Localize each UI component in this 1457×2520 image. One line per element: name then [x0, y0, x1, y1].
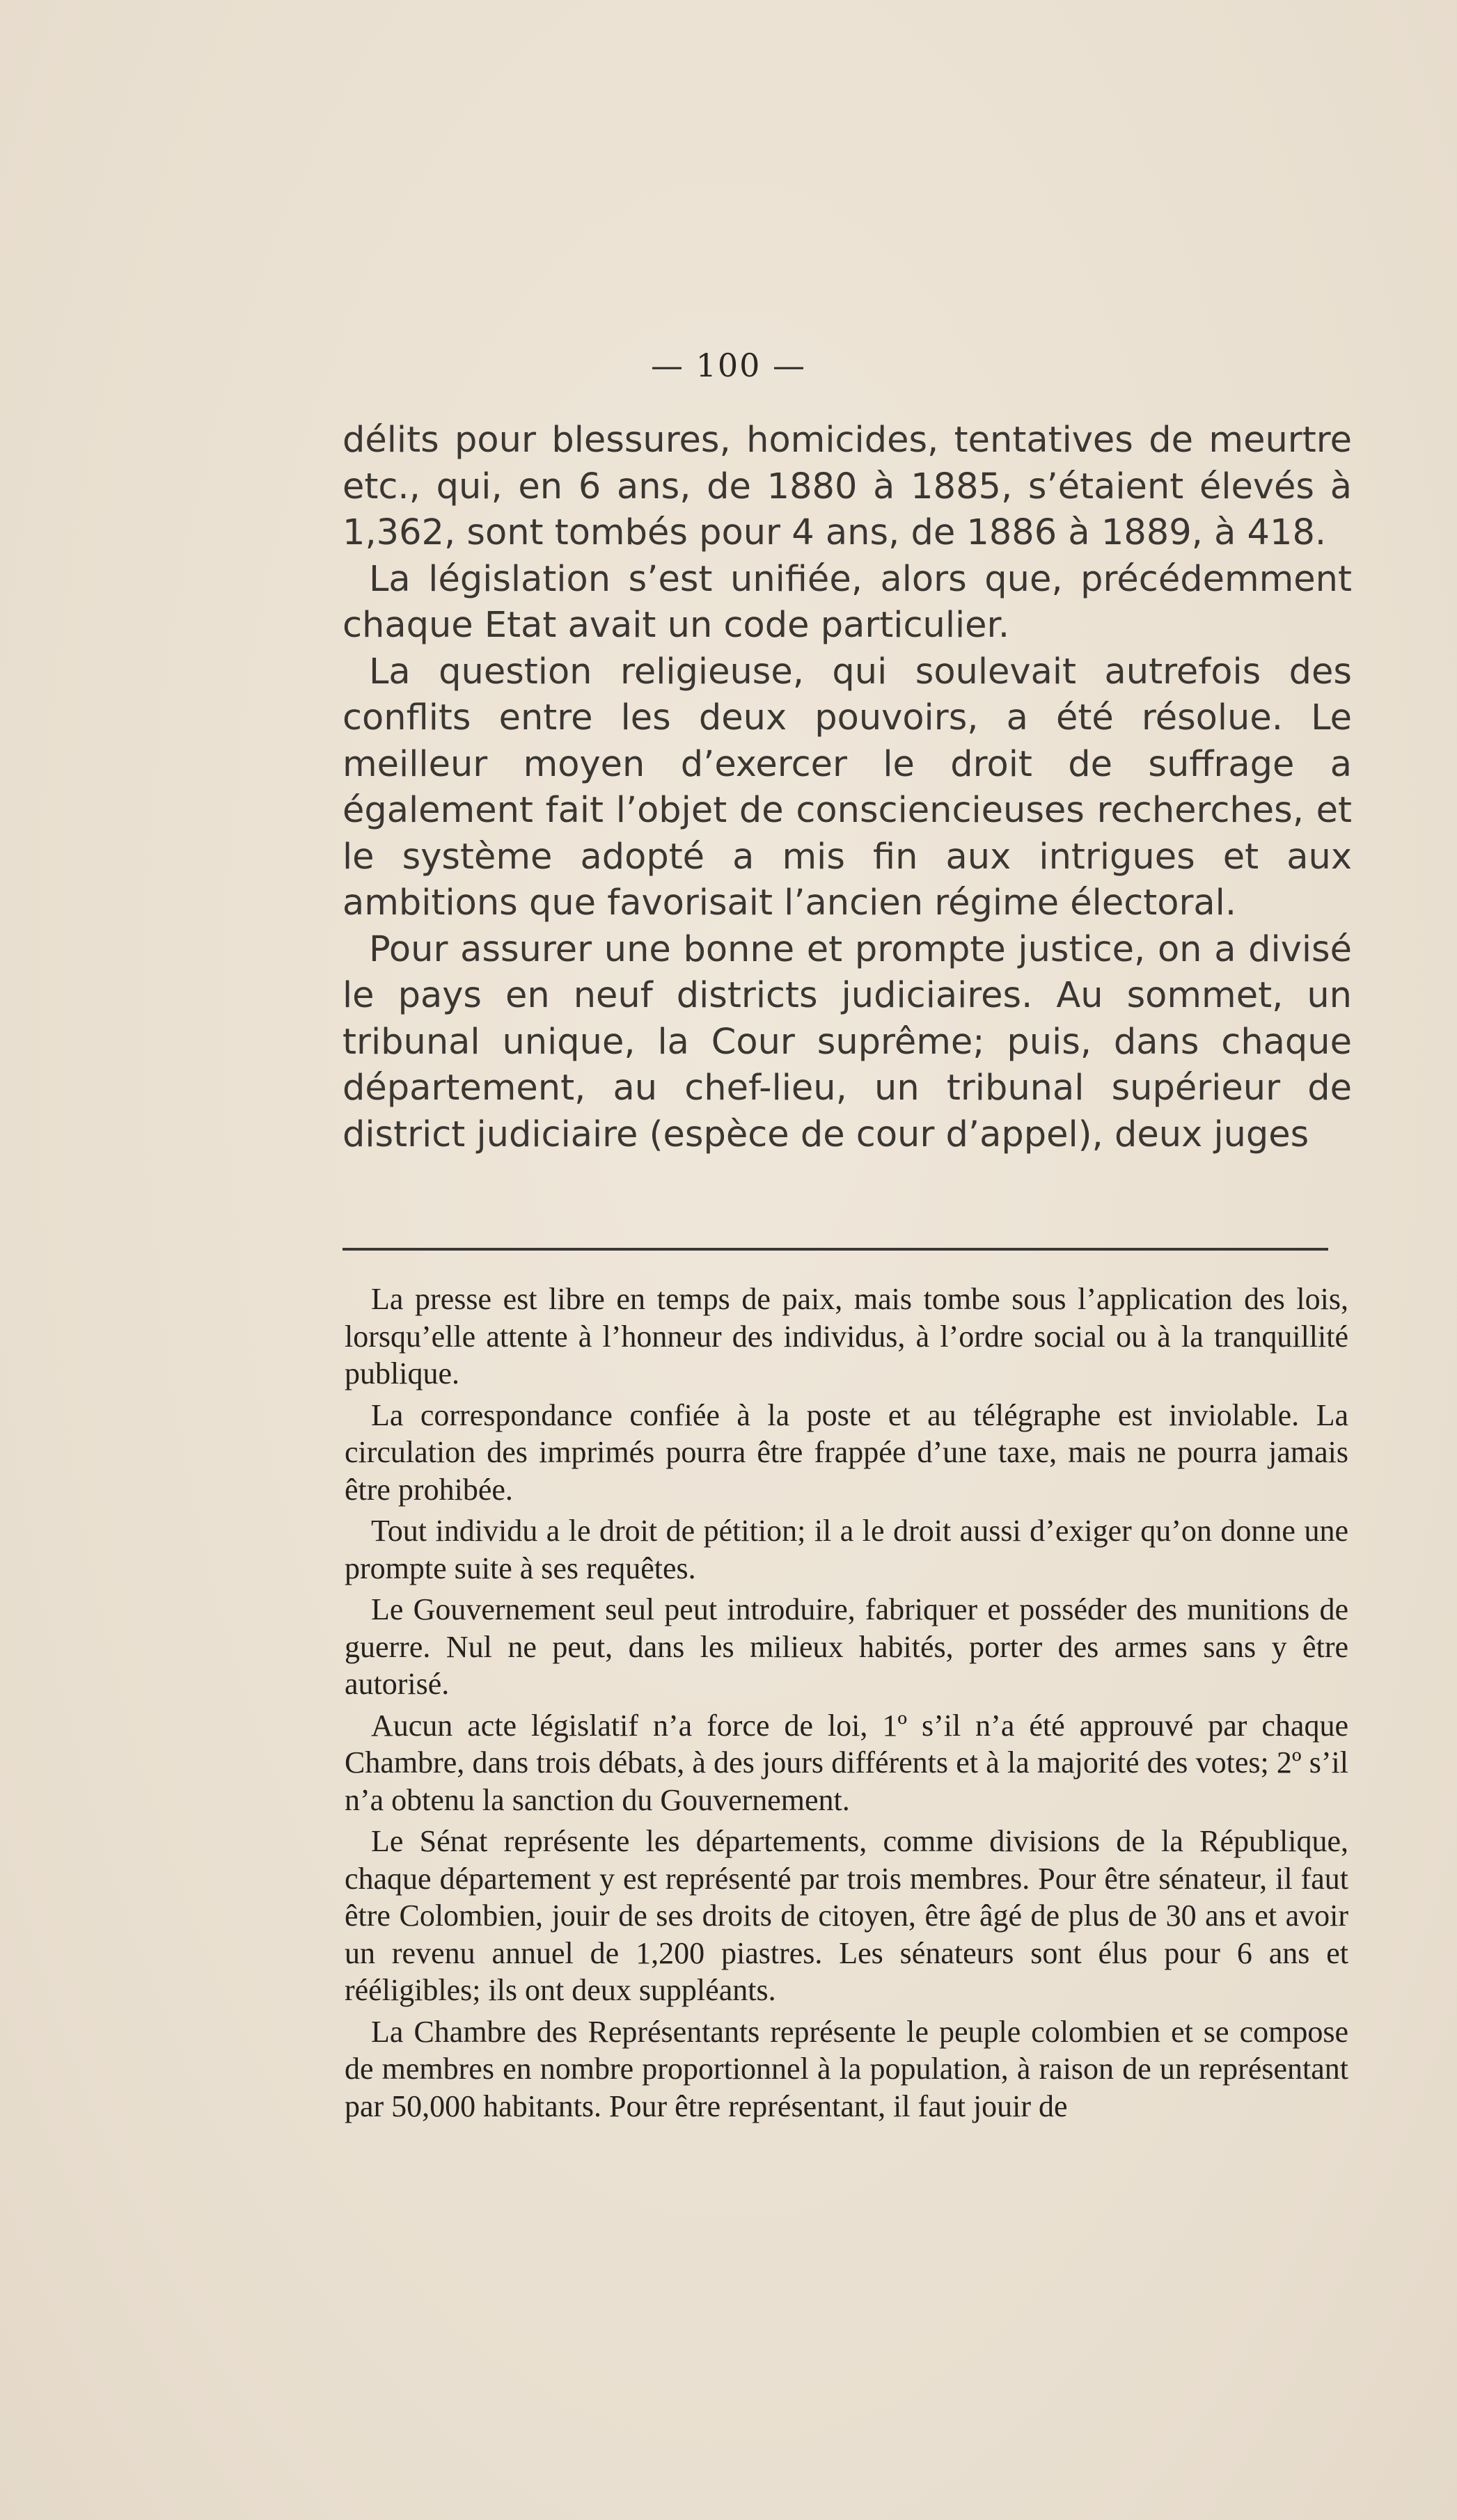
footnote-paragraph: Aucun acte législatif n’a force de loi, 1º s’il n’a été approuvé par chaque Chambre, dans trois débats, à des jours différents et à la majorité des votes; 2º s’il n’a obtenu la sanction du Gouvernement. [345, 1708, 1348, 1817]
page-number: — 100 — [650, 347, 807, 384]
footnote-paragraph: Tout individu a le droit de pétition; il a le droit aussi d’exiger qu’on donne une prompte suite à ses requêtes. [345, 1514, 1348, 1585]
footnote-paragraph: Le Gouvernement seul peut introduire, fabriquer et posséder des munitions de guerre. Nul ne peut, dans les milieux habités, porter des armes sans y être autorisé. [345, 1592, 1348, 1701]
footnote-paragraph: La presse est libre en temps de paix, mais tombe sous l’application des lois, lorsqu’elle attente à l’honneur des individus, à l’ordre social ou à la tranquillité publique. [345, 1282, 1348, 1390]
main-paragraph: Pour assurer une bonne et prompte justice, on a divisé le pays en neuf districts judiciaires. Au sommet, un tribunal unique, la Cour suprême; puis, dans chaque département, au chef-lieu, un tribunal supérieur de district judiciaire (espèce de cour d’appel), deux juges [342, 928, 1352, 1155]
footnote-paragraph: Le Sénat représente les départements, comme divisions de la République, chaque département y est représenté par trois membres. Pour être sénateur, il faut être Colombien, jouir de ses droits de citoyen, être âgé de plus de 30 ans et avoir un revenu annuel de 1,200 piastres. Les sénateurs sont élus pour 6 ans et rééligibles; ils ont deux suppléants. [345, 1824, 1348, 2007]
footnote-paragraph: La correspondance confiée à la poste et au télégraphe est inviolable. La circulation des imprimés pourra être frappée d’une taxe, mais ne pourra jamais être prohibée. [345, 1397, 1348, 1507]
main-paragraph: La question religieuse, qui soulevait autrefois des conflits entre les deux pouvoirs, a été résolue. Le meilleur moyen d’exercer le droit de suffrage a également fait l’objet de consciencieuses recherches, et le système adopté a mis fin aux intrigues et aux ambitions que favorisait l’ancien régime électoral. [342, 651, 1352, 924]
footnotes [345, 1281, 1348, 2129]
footnote-paragraph: La Chambre des Représentants représente le peuple colombien et se compose de membres en nombre proportionnel à la population, à raison de un représentant par 50,000 habitants. Pour être représentant, il faut jouir de [345, 2014, 1348, 2123]
main-paragraph: délits pour blessures, homicides, tentatives de meurtre etc., qui, en 6 ans, de 1880 à 1885, s’étaient élevés à 1,362, sont tombés pour 4 ans, de 1886 à 1889, à 418. [342, 420, 1352, 553]
footnote-divider [342, 1248, 1328, 1251]
main-text [342, 418, 1352, 1158]
main-paragraph: La législation s’est unifiée, alors que, précédemment chaque Etat avait un code particulier. [342, 558, 1352, 646]
